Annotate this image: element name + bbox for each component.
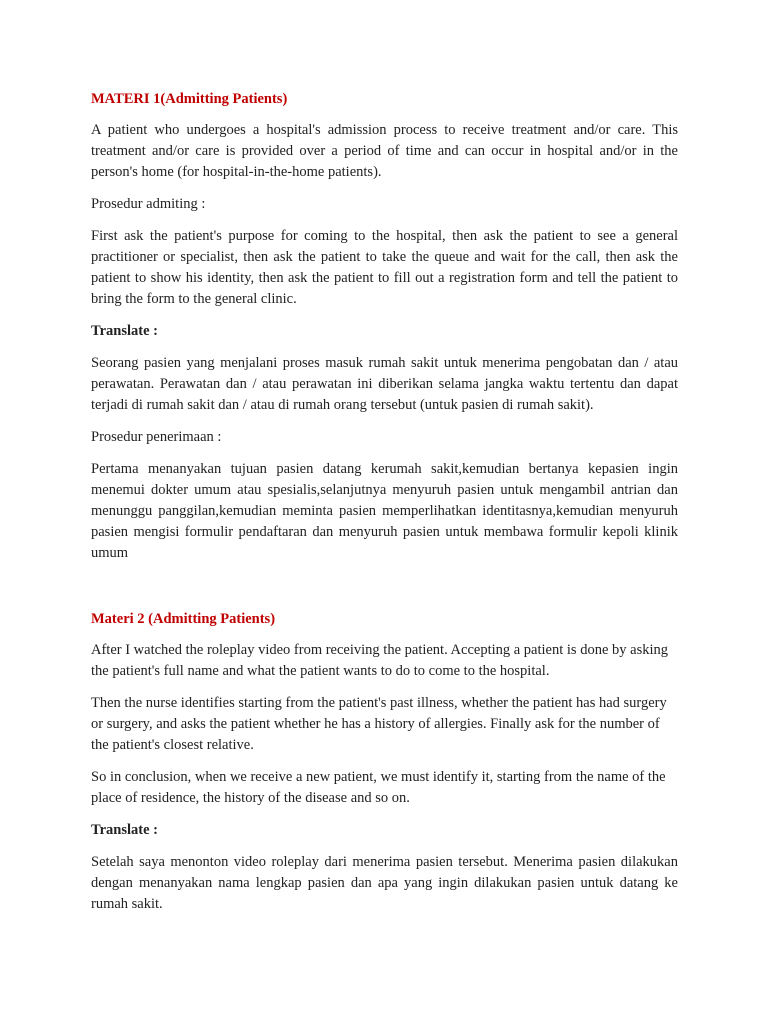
materi-1-paragraph-1: A patient who undergoes a hospital's admission process to receive treatment and/or care. This treatment and/or care is provided over a period of time and can occur in hospital and/or in the person's home (for hospital-in-the-home patients). <box>91 122 678 180</box>
materi-2-paragraph-4: Setelah saya menonton video roleplay dari menerima pasien tersebut. Menerima pasien dilakukan dengan menanyakan nama lengkap pasien dan apa yang ingin dilakukan pasien untuk datang ke rumah sakit. <box>91 854 678 912</box>
materi-1-paragraph-4: Pertama menanyakan tujuan pasien datang kerumah sakit,kemudian bertanya kepasien ingin menemui dokter umum atau spesialis,selanjutnya menyuruh pasien untuk mengambil antrian dan menunggu panggilan,kemudian meminta pasien memperlihatkan identitasnya,kemudian menyuruh pasien mengisi formulir pendaftaran dan menyuruh pasien untuk membawa formulir kepoli klinik umum <box>91 461 678 561</box>
materi-1-paragraph-2: First ask the patient's purpose for coming to the hospital, then ask the patient to see a general practitioner or specialist, then ask the patient to take the queue and wait for the call, then ask the patient to show his identity, then ask the patient to fill out a registration form and tell the patient to bring the form to the general clinic. <box>91 228 678 307</box>
prosedur-admiting-label: Prosedur admiting : <box>91 196 206 212</box>
translate-heading-2: Translate : <box>91 822 158 838</box>
prosedur-penerimaan-label: Prosedur penerimaan : <box>91 429 222 445</box>
document-body <box>91 89 678 926</box>
materi-2-paragraph-2: Then the nurse identifies starting from the patient's past illness, whether the patient has had surgery or surgery, and asks the patient whether he has a history of allergies. Finally ask for the number of the patient's closest relative. <box>91 695 667 753</box>
materi-1-heading: MATERI 1(Admitting Patients) <box>91 91 288 107</box>
section-gap <box>91 575 678 609</box>
translate-heading-1: Translate : <box>91 323 158 339</box>
materi-2-heading: Materi 2 (Admitting Patients) <box>91 611 276 627</box>
materi-2-paragraph-3: So in conclusion, when we receive a new patient, we must identify it, starting from the name of the place of residence, the history of the disease and so on. <box>91 769 666 806</box>
materi-2-paragraph-1: After I watched the roleplay video from receiving the patient. Accepting a patient is done by asking the patient's full name and what the patient wants to do to come to the hospital. <box>91 642 668 679</box>
materi-1-paragraph-3: Seorang pasien yang menjalani proses masuk rumah sakit untuk menerima pengobatan dan / atau perawatan. Perawatan dan / atau perawatan ini diberikan selama jangka waktu tertentu dan dapat terjadi di rumah sakit dan / atau di rumah orang tersebut (untuk pasien di rumah sakit). <box>91 355 678 413</box>
